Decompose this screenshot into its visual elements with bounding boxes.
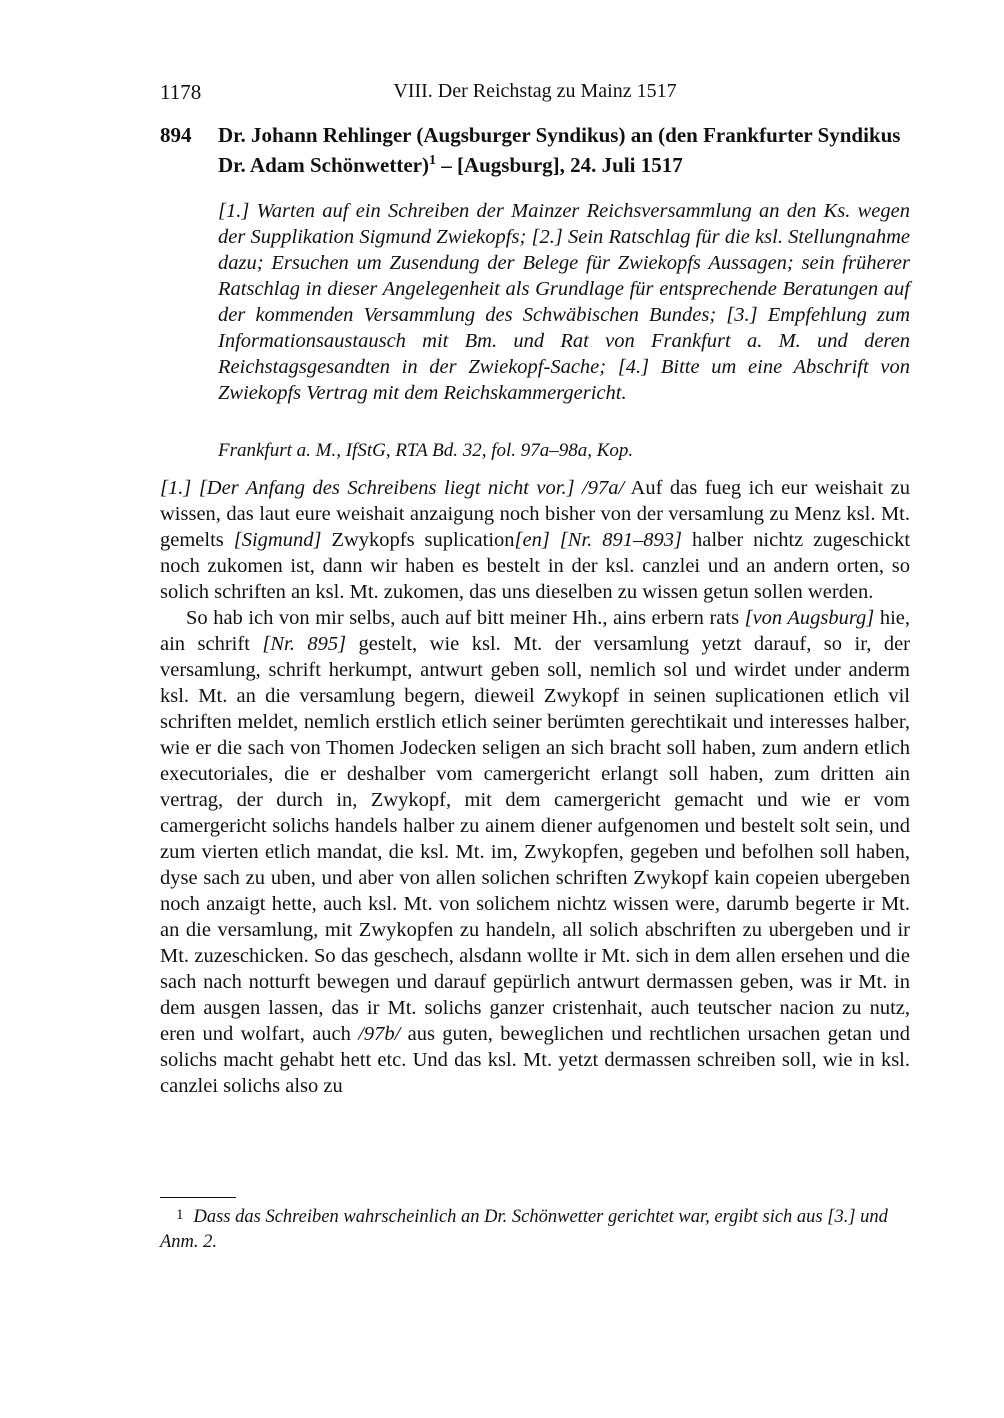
p2-segment-4: gestelt, wie ksl. Mt. der versamlung yetzt darauf, so ir, der versamlung, schrift herkumpt, antwurt geben soll, nemlich sol und wirdet under anderm ksl. Mt. an die versamlung begern, dieweil Zwykopf in seinen suplicationen etlich vil schriften meldet, nemlich erstlich etlich seiner berümten gerechtikait und interesses halber, wie er die sach von Thomen Jodecken seligen an sich bracht soll haben, zum andern etlich executoriales, die er deshalber vom camergericht erlangt soll haben, zum dritten ain vertrag, der durch in, Zwykopf, mit dem camergericht gemacht und wie er vom camergericht solichs handels halber zu ainem diener aufgenomen und bestelt solt sein, und zum vierten etlich mandat, die ksl. Mt. im, Zwykopfen, gegeben und befolhen soll haben, dyse sach zu uben, und aber von allen solichen schriften Zwykopf kain copeien ubergeben noch anzaigt hette, auch ksl. Mt. von solichem nichtz wissen were, darumb begerte ir Mt. an die versamlung, mit Zwykopfen zu handeln, all solich abschriften zu ubergeben und ir Mt. zuzeschicken. So das geschech, alsdann wollte ir Mt. sich in dem allen ersehen und die sach nach notturft bewegen und darauf gepürlich antwurt dermassen geben, was ir Mt. in dem ausgen lassen, das ir Mt. solichs ganzer cristenhait, auch teutscher nacion zu nutz, eren und wolfart, auch — [160, 633, 910, 1045]
paragraph-2 — [160, 605, 910, 1099]
footnote-text: Dass das Schreiben wahrscheinlich an Dr. Schönwetter gerichtet war, ergibt sich aus [3.] und Anm. 2. — [160, 1207, 888, 1252]
paragraph-1 — [160, 475, 910, 605]
p2-segment-5: /97b/ — [358, 1023, 401, 1045]
footnote-reference[interactable]: 1 — [428, 153, 436, 168]
p1-segment-1: Auf das fueg ich eur weishait zu wissen, das laut eure weishait anzaigung noch bisher von der versamlung zu Menz ksl. Mt. gemelts — [160, 477, 910, 551]
source-citation: Frankfurt a. M., IfStG, RTA Bd. 32, fol. 97a–98a, Kop. — [218, 440, 634, 461]
footnote — [160, 1205, 910, 1254]
document-title — [218, 122, 910, 178]
regest-summary: [1.] Warten auf ein Schreiben der Mainzer Reichsversammlung an den Ks. wegen der Supplikation Sigmund Zwiekopfs; [2.] Sein Ratschlag für die ksl. Stellungnahme dazu; Ersuchen um Zusendung der Belege für Zwiekopfs Aussagen; sein früherer Ratschlag in dieser Angelegenheit als Grundlage für entsprechende Beratungen auf der kommenden Versammlung des Schwäbischen Bundes; [3.] Empfehlung zum Informationsaustausch mit Bm. und Rat von Frankfurt a. M. und deren Reichstagsgesandten in der Zwiekopf-Sache; [4.] Bitte um eine Abschrift von Zwiekopfs Vertrag mit dem Reichskammergericht. — [218, 200, 910, 404]
running-title: VIII. Der Reichstag zu Mainz 1517 — [393, 80, 677, 102]
footnote-mark: 1 — [176, 1207, 184, 1223]
p1-segment-3: Zwykopfs suplication — [321, 529, 515, 551]
page-number: 1178 — [160, 80, 202, 104]
p2-segment-0: So hab ich von mir selbs, auch auf bitt meiner Hh., ains erbern rats — [186, 607, 745, 629]
p2-segment-2: hie, ain schrift — [160, 607, 911, 655]
p1-segment-4: [en] [Nr. 891–893] — [514, 529, 682, 551]
footnote-divider — [160, 1197, 236, 1198]
body-text — [160, 475, 910, 1099]
document-title-part1: Dr. Johann Rehlinger (Augsburger Syndikus) an (den Frankfurter Syndikus Dr. Adam Schönwetter) — [218, 123, 901, 177]
p1-segment-0: [1.] [Der Anfang des Schreibens liegt nicht vor.] /97a/ — [160, 477, 625, 499]
p1-segment-5: halber nichtz zugeschickt noch zukomen ist, dann wir haben es bestelt in der ksl. canzlei und an andern orten, so solich schriften an ksl. Mt. zukomen, das uns dieselben zu wissen getun sollen werden. — [160, 529, 911, 603]
document-title-part2: – [Augsburg], 24. Juli 1517 — [435, 153, 683, 177]
p1-segment-2: [Sigmund] — [233, 529, 322, 551]
p2-segment-6: aus guten, beweglichen und rechtlichen ursachen getan und solichs macht gehabt hett etc. Und das ksl. Mt. yetzt dermassen schreiben soll, wie in ksl. canzlei solichs also zu — [160, 1023, 911, 1097]
running-head — [160, 80, 910, 108]
p2-segment-3: [Nr. 895] — [262, 633, 347, 655]
p2-segment-1: [von Augsburg] — [744, 607, 875, 629]
document-number: 894 — [160, 123, 192, 147]
